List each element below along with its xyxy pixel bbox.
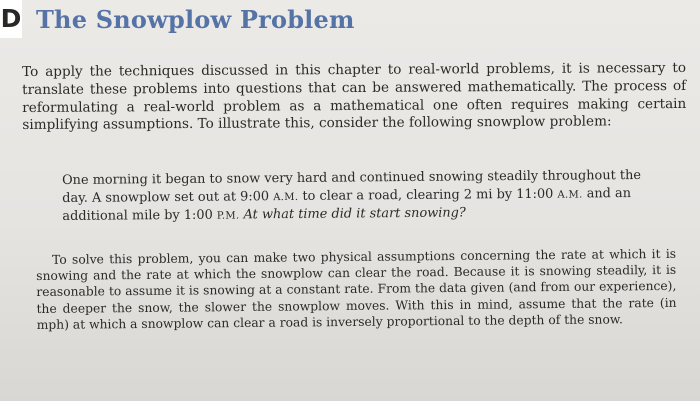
problem-text-1: One morning it began to snow very hard and continued snowing steadily throughout the day. A snowplow set out at 9:00 [62, 167, 642, 206]
time-suffix-am: A.M. [557, 188, 583, 201]
problem-text-2: to clear a road, clearing 2 mi by 11:00 [298, 186, 558, 204]
solution-paragraph [36, 246, 677, 333]
problem-text-3: and an additional mile by 1:00 [62, 185, 632, 224]
time-suffix-am: A.M. [273, 191, 299, 203]
time-suffix-pm: P.M. [216, 210, 240, 222]
problem-question: At what time did it start snowing? [243, 205, 466, 223]
solution-text: To solve this problem, you can make two physical assumptions concerning the rate at which it is snowing and the rate at which the snowplow can clear the road. Because it is snowing steadily, it is reasonable to assume it is snowing at a constant rate. From the data given (and from our experience), the deeper the snow, the slower the snowplow moves. With this in mind, assume that the rate (in mph) at which a snowplow can clear a road is inversely proportional to the depth of the snow. [36, 246, 677, 332]
section-title: The Snowplow Problem [36, 5, 355, 34]
section-header [0, 0, 700, 44]
problem-statement [62, 167, 668, 227]
section-letter: D [0, 0, 22, 38]
intro-paragraph: To apply the techniques discussed in this chapter to real-world problems, it is necessary to translate these problems into questions that can be answered mathematically. The process of reformulating a real-world problem as a mathematical one often requires making certain simplifying assumptions. To illustrate this, consider the following snowplow problem: [22, 59, 687, 134]
